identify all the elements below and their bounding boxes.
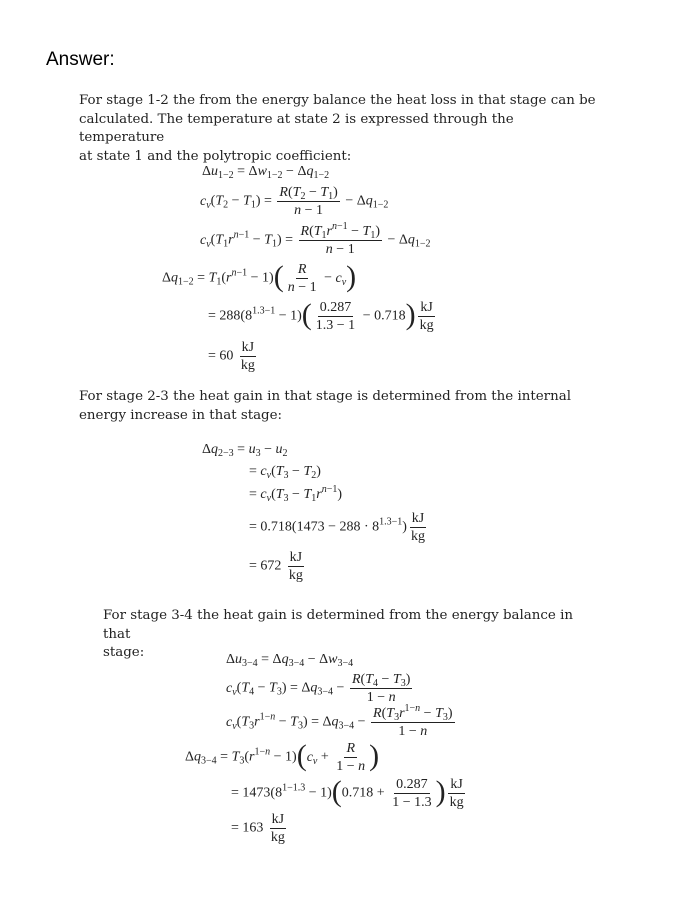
eq-34-heat-gain-formula: $\Delta q_{3-4} = T_3(r^{1-n} - 1)(c_v$ + $\frac{R}{1 - n}$ )	[185, 738, 380, 774]
eq-12-base-value: 288(8	[219, 308, 253, 324]
eq-34-fraction-denominator: 1 − 1.3	[392, 795, 432, 810]
stage-2-3-intro-line-1: For stage 2-3 the heat gain in that stage is determined from the internal	[79, 389, 571, 404]
eq-12-numeric: = $288(8^{1.3-1} - 1)$( $\frac{0.287}{1.3 - 1}$ − 0.718) $\frac{kJ}{kg}$	[208, 297, 434, 333]
stage-2-3-intro	[79, 388, 599, 425]
eq-23-result-unit-kj: kJ	[289, 550, 303, 565]
eq-34-numeric: = $1473(8^{1-1.3} - 1)(0.718$ + $\frac{0.287}{1 - 1.3}$ ) $\frac{kJ}{kg}$	[231, 774, 464, 810]
eq-34-cv-value: 0.718	[341, 785, 374, 801]
eq-23-unit-kg: kg	[410, 529, 425, 544]
stage-3-4-intro-line-2: stage:	[103, 645, 145, 660]
eq-23-numeric: = $0.718(1473 - 288 \cdot 8^{1.3-1})$ $\frac{kJ}{kg}$	[249, 511, 425, 544]
eq-34-result-value: 163	[242, 820, 264, 836]
eq-23-numeric-value: 0.718(1473 − 288 · 8	[260, 519, 380, 535]
eq-34-result-unit-kg: kg	[270, 830, 285, 845]
eq-23-definition: $\Delta q_{2-3} = u_3 - u_2$	[202, 442, 288, 459]
eq-34-temperature-substitution: $c_v(T_3r^{1-n} - T_3) = \Delta q_{3-4}$ − $\frac{R(T_3r^{1-n} - T_3)}{1 - n}$	[226, 703, 453, 739]
stage-2-3-intro-line-2: energy increase in that stage:	[79, 407, 283, 423]
eq-34-result: = 163 $\frac{kJ}{kg}$	[231, 812, 285, 845]
eq-12-cv-form: $c_v(T_2 - T_1)$ = $\frac{R(T_2 - T_1)}{n - 1}$ − $\Delta q_{1-2}$	[200, 185, 389, 218]
eq-12-result-unit-kg: kg	[240, 358, 255, 373]
eq-34-fraction-numerator: 0.287	[396, 777, 428, 792]
eq-23-result: = 672 $\frac{kJ}{kg}$	[249, 550, 303, 583]
eq-12-unit-kg: kg	[419, 318, 434, 333]
eq-12-cv-value: 0.718	[374, 308, 406, 324]
eq-23-exponent: 1.3−1	[379, 516, 403, 528]
eq-23-unit-kj: kJ	[411, 511, 425, 526]
stage-1-2-intro-line-1: For stage 1-2 the from the energy balance the heat loss in that stage can be	[79, 93, 596, 108]
eq-12-result-value: 60	[219, 348, 234, 364]
eq-23-cv-form: = $c_v(T_3 - T_2)$	[249, 464, 321, 481]
eq-12-energy-balance: $\Delta u_{1-2} = \Delta w_{1-2} - \Delta q_{1-2}$	[202, 164, 330, 181]
eq-34-energy-balance: $\Delta u_{3-4} = \Delta q_{3-4} - \Delta w_{3-4}$	[226, 652, 354, 669]
stage-1-2-intro	[79, 92, 599, 166]
eq-34-base-value: 1473(8	[242, 785, 283, 801]
eq-12-exponent: 1.3−1	[252, 305, 276, 317]
eq-12-heat-loss-formula: $\Delta q_{1-2} = T_1(r^{n-1} - 1)$( $\frac{R}{n - 1}$ − $c_v$)	[162, 259, 357, 295]
eq-23-result-value: 672	[260, 558, 282, 574]
eq-12-temperature-substitution: $c_v(T_1r^{n-1} - T_1)$ = $\frac{R(T_1r^{n-1} - T_1)}{n - 1}$ − $\Delta q_{1-2}$	[200, 221, 431, 257]
eq-23-result-unit-kg: kg	[288, 568, 303, 583]
eq-12-result: = 60 $\frac{kJ}{kg}$	[208, 340, 255, 373]
stage-3-4-intro-line-1: For stage 3-4 the heat gain is determined from the energy balance in that	[103, 608, 573, 642]
stage-1-2-intro-line-2: calculated. The temperature at state 2 is expressed through the temperature	[79, 111, 514, 145]
eq-23-substitution: = $c_v(T_3 - T_1r^{n-1})$	[249, 484, 343, 504]
eq-34-unit-kg: kg	[449, 795, 464, 810]
eq-12-result-unit-kj: kJ	[241, 340, 255, 355]
eq-34-result-unit-kj: kJ	[271, 812, 285, 827]
eq-12-fraction-denominator: 1.3 − 1	[315, 318, 356, 333]
eq-12-fraction-numerator: 0.287	[319, 300, 352, 315]
answer-heading: Answer:	[46, 49, 115, 70]
eq-34-exponent: 1−1.3	[282, 782, 306, 794]
eq-34-cv-form: $c_v(T_4 - T_3) = \Delta q_{3-4}$ − $\frac{R(T_4 - T_3)}{1 - n}$	[226, 672, 411, 705]
eq-12-unit-kj: kJ	[420, 300, 433, 315]
stage-1-2-intro-line-3: at state 1 and the polytropic coefficient:	[79, 148, 352, 164]
eq-34-unit-kj: kJ	[450, 777, 463, 792]
